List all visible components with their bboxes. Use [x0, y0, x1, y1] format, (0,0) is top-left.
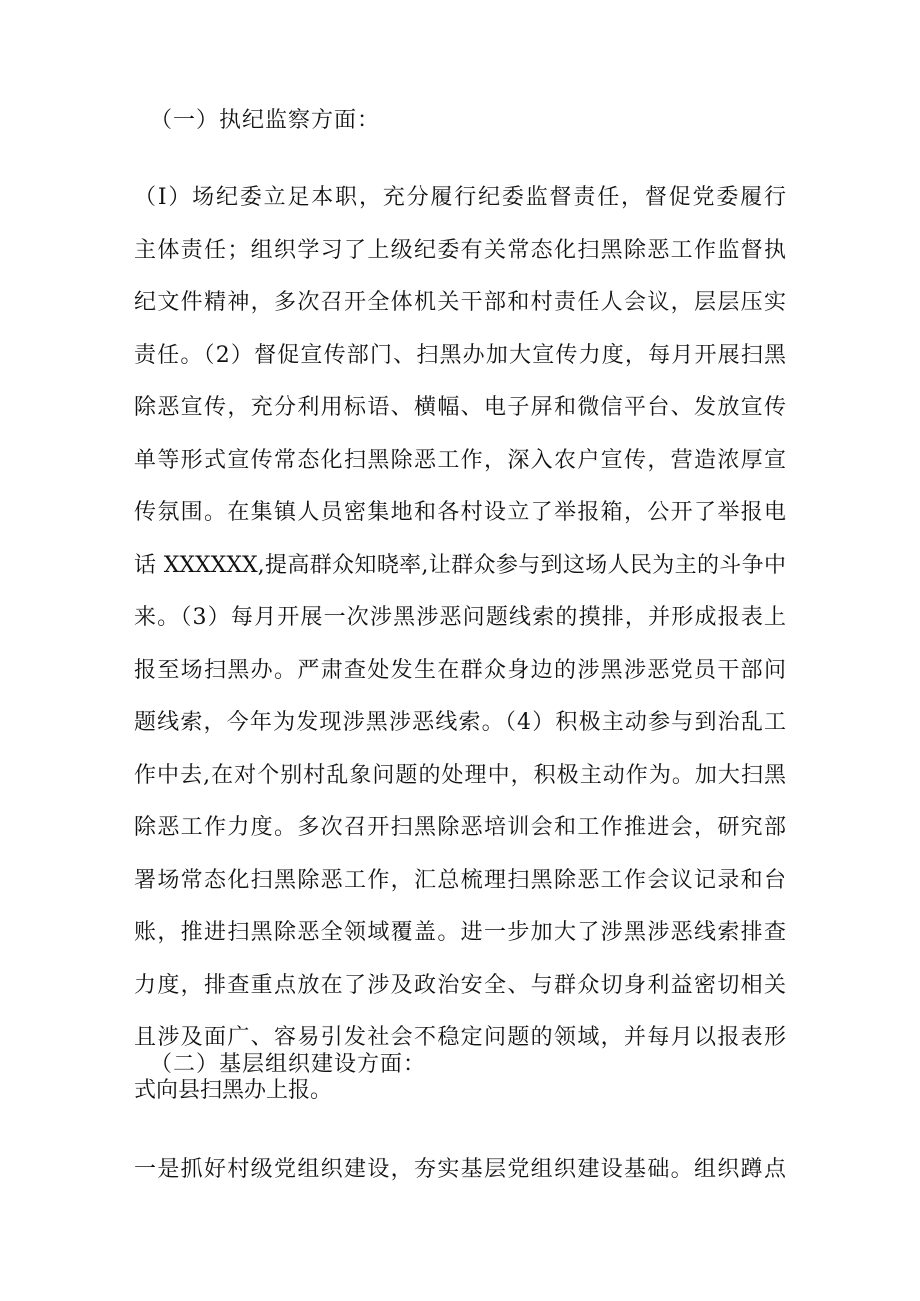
paragraph-line: 账，推进扫黑除恶全领域覆盖。进一步加大了涉黑涉恶线索排查 [134, 920, 786, 945]
paragraph-line: 单等形式宣传常态化扫黑除恶工作，深入农户宣传，营造浓厚宣 [134, 447, 786, 473]
paragraph-line: 主体责任；组织学习了上级纪委有关常态化扫黑除恶工作监督执 [134, 237, 786, 263]
paragraph-line: 话 XXXXXX,提高群众知晓率,让群众参与到这场人民为主的斗争中 [134, 552, 786, 578]
paragraph-line: 式向县扫黑办上报。 [134, 1077, 333, 1103]
paragraph-line: 责任。（2）督促宣传部门、扫黑办加大宣传力度，每月开展扫黑 [134, 342, 786, 368]
section-heading: （一）执纪监察方面： [150, 108, 381, 133]
section-heading: （二）基层组织建设方面： [150, 1052, 427, 1077]
paragraph-line: 来。（3）每月开展一次涉黑涉恶问题线索的摸排，并形成报表上 [134, 605, 786, 630]
paragraph-line: 除恶宣传，充分利用标语、横幅、电子屏和微信平台、发放宣传 [134, 395, 786, 420]
paragraph-line: 报至场扫黑办。严肃查处发生在群众身边的涉黑涉恶党员干部问 [134, 657, 786, 683]
paragraph-line: 署场常态化扫黑除恶工作，汇总梳理扫黑除恶工作会议记录和台 [134, 867, 786, 893]
paragraph-line: 纪文件精神，多次召开全体机关干部和村责任人会议，层层压实 [134, 290, 786, 315]
section-paragraph [134, 172, 786, 1117]
paragraph-line: 作中去,在对个别村乱象问题的处理中，积极主动作为。加大扫黑 [134, 762, 786, 788]
paragraph-line: 除恶工作力度。多次召开扫黑除恶培训会和工作推进会，研究部 [134, 815, 786, 840]
paragraph-line: 一是抓好村级党组织建设，夯实基层党组织建设基础。组织蹲点 [134, 1157, 786, 1182]
paragraph-line: 传氛围。在集镇人员密集地和各村设立了举报箱，公开了举报电 [134, 500, 786, 525]
paragraph-line: 力度，排查重点放在了涉及政治安全、与群众切身利益密切相关 [134, 972, 786, 998]
paragraph-line: 且涉及面广、容易引发社会不稳定问题的领域，并每月以报表形 [134, 1025, 786, 1050]
section-paragraph [134, 1144, 786, 1197]
paragraph-line: （I）场纪委立足本职，充分履行纪委监督责任，督促党委履行 [134, 185, 786, 210]
paragraph-line: 题线索，今年为发现涉黑涉恶线索。（4）积极主动参与到治乱工 [134, 710, 786, 735]
